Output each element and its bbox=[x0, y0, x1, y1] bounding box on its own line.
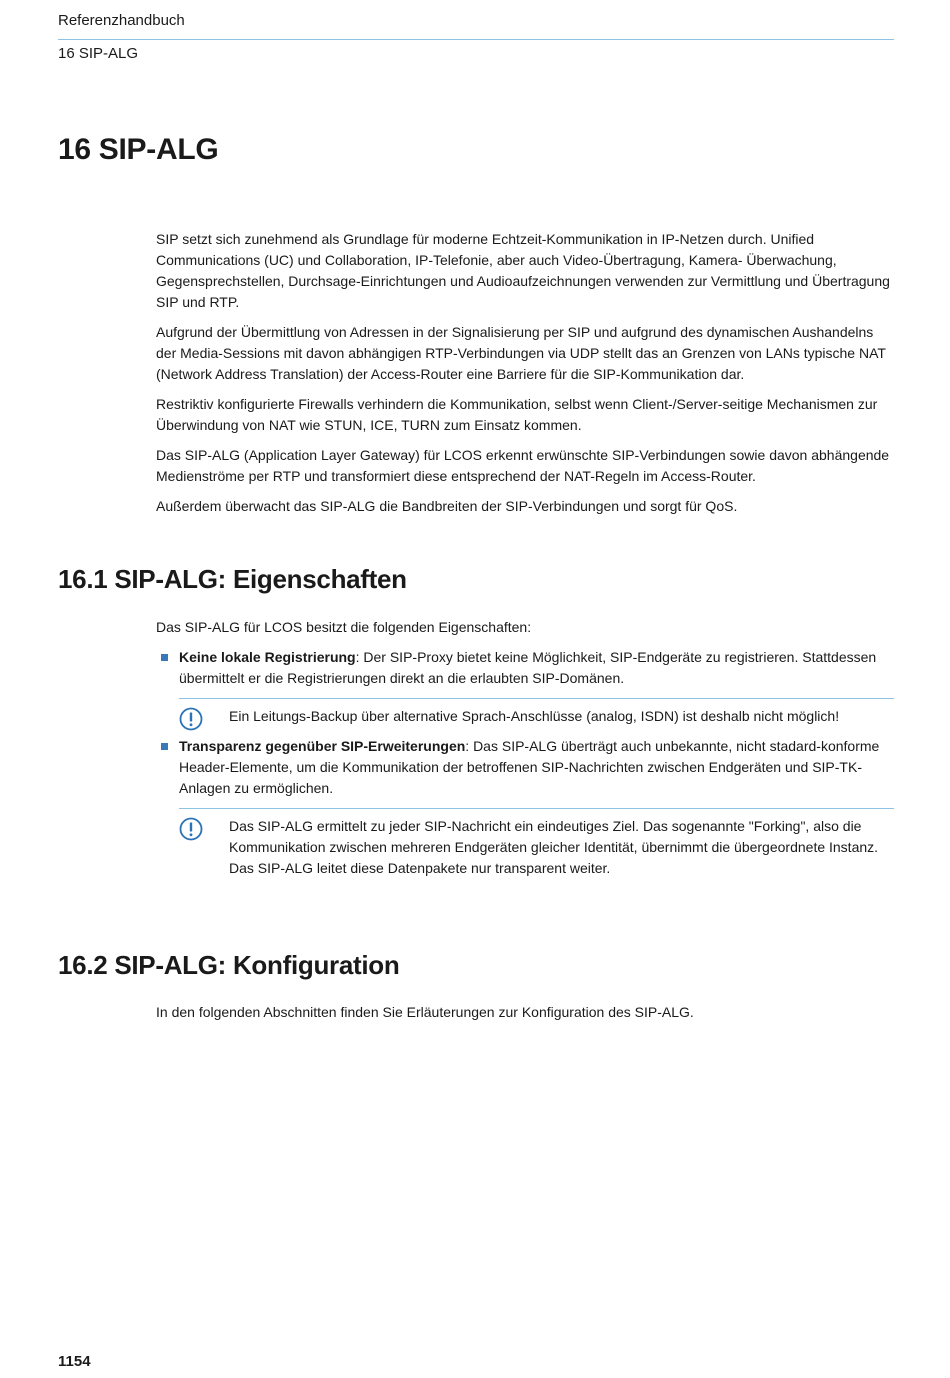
intro-text bbox=[156, 229, 894, 526]
section-title-konfiguration: 16.2 SIP-ALG: Konfiguration bbox=[58, 950, 400, 980]
section-lead: In den folgenden Abschnitten finden Sie Erläuterungen zur Konfiguration des SIP-ALG. bbox=[156, 1004, 694, 1020]
note-text: Ein Leitungs-Backup über alternative Sprach-Anschlüsse (analog, ISDN) ist deshalb nicht möglich! bbox=[229, 708, 840, 724]
bullet-square-icon bbox=[161, 743, 168, 750]
property-term: Transparenz gegenüber SIP-Erweiterungen bbox=[179, 738, 466, 754]
note-box bbox=[179, 698, 894, 727]
intro-paragraph: Restriktiv konfigurierte Firewalls verhindern die Kommunikation, selbst wenn Client-/Server-seitige Mechanismen zur Überwindung von NAT wie STUN, ICE, TURN zum Einsatz kommen. bbox=[156, 396, 878, 433]
section-konfiguration-body bbox=[156, 1002, 894, 1032]
property-item bbox=[156, 647, 894, 689]
property-item bbox=[156, 736, 894, 799]
running-header-chapter: 16 SIP-ALG bbox=[58, 45, 139, 62]
intro-paragraph: SIP setzt sich zunehmend als Grundlage für moderne Echtzeit-Kommunikation in IP-Netzen durch. Unified Communications (UC) und Collaboration, IP-Telefonie, aber auch Video-Übertragung, Kamera- Überwachung, Gegensprechstellen, Durchsage-Einrichtungen und Audioaufzeichnungen verwenden zur Vermittlung und Übertragung SIP und RTP. bbox=[156, 231, 890, 310]
property-term: Keine lokale Registrierung bbox=[179, 649, 356, 665]
section-eigenschaften-body bbox=[156, 617, 894, 885]
intro-paragraph: Außerdem überwacht das SIP-ALG die Bandbreiten der SIP-Verbindungen und sorgt für QoS. bbox=[156, 498, 738, 514]
header-divider bbox=[58, 39, 894, 40]
note-box bbox=[179, 808, 894, 879]
note-text: Das SIP-ALG ermittelt zu jeder SIP-Nachricht ein eindeutiges Ziel. Das sogenannte "Forking", also die Kommunikation zwischen mehreren Endgeräten gleicher Identität, übernimmt die übergeordnete Instanz. Das SIP-ALG leitet diese Datenpakete nur transparent weiter. bbox=[229, 818, 879, 876]
running-header-title: Referenzhandbuch bbox=[58, 12, 185, 29]
property-description: : Das SIP-ALG überträgt auch unbekannte, nicht stadard-konforme Header-Elemente, um die Kommunikation der betroffenen SIP-Nachrichten zwischen Endgeräten und SIP-TK-Anlagen zu ermöglichen. bbox=[179, 738, 880, 796]
intro-paragraph: Das SIP-ALG (Application Layer Gateway) für LCOS erkennt erwünschte SIP-Verbindungen sowie davon abhängende Medienströme per RTP und transformiert diese entsprechend der NAT-Regeln im Access-Router. bbox=[156, 447, 890, 484]
property-description: : Der SIP-Proxy bietet keine Möglichkeit, SIP-Endgeräte zu registrieren. Stattdessen übermittelt er die Registrierungen direkt an die erlaubten SIP-Domänen. bbox=[179, 649, 877, 686]
exclamation-circle-icon bbox=[179, 707, 203, 731]
chapter-title: 16 SIP-ALG bbox=[58, 133, 219, 166]
bullet-square-icon bbox=[161, 654, 168, 661]
intro-paragraph: Aufgrund der Übermittlung von Adressen in der Signalisierung per SIP und aufgrund des dynamischen Aushandelns der Media-Sessions mit davon abhängigen RTP-Verbindungen via UDP stellt das an Grenzen von LANs typische NAT (Network Address Translation) der Access-Router eine Barriere für die SIP-Kommunikation dar. bbox=[156, 324, 886, 382]
exclamation-circle-icon bbox=[179, 817, 203, 841]
page-number: 1154 bbox=[58, 1353, 91, 1370]
section-title-eigenschaften: 16.1 SIP-ALG: Eigenschaften bbox=[58, 564, 407, 594]
section-lead: Das SIP-ALG für LCOS besitzt die folgenden Eigenschaften: bbox=[156, 619, 532, 635]
